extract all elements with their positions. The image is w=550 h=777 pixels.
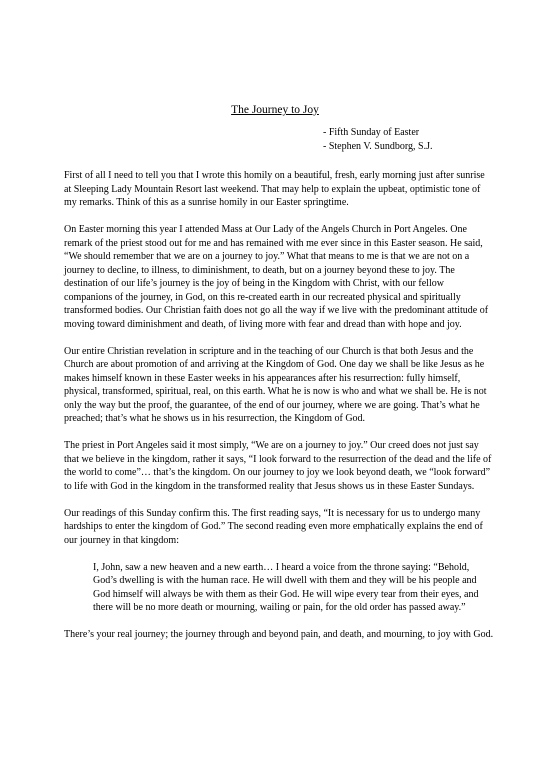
paragraph-easter-morning: On Easter morning this year I attended Mass at Our Lady of the Angels Church in Port Angeles. One remark of the priest stood out for me and has remained with me ever since in this Easter season. He said, “We should remember that we are on a journey to joy.” What that means to me is that we are not on a journey to decline, to illness, to diminishment, to death, but on a journey beyond these to joy. The destination of our life’s journey is the joy of being in the Kingdom with Christ, with our fellow companions of the journey, in God, on this re-created earth in our recreated physical and spiritually transformed bodies. Our Christian faith does not go all the way if we live with the predominant attitude of moving toward diminishment and death, of living more with fear and dread than with hope and joy. <box>64 224 489 330</box>
scripture-quote: I, John, saw a new heaven and a new earth… I heard a voice from the throne saying: “Behold, God’s dwelling is with the human race. He will dwell with them and they will be his people and God himself will always be with them as their God. He will wipe every tear from their eyes, and there will be no more death or mourning, wailing or pain, for the old order has passed away.” <box>93 561 479 613</box>
paragraph-revelation: Our entire Christian revelation in scripture and in the teaching of our Church is that both Jesus and the Church are about promotion of and arriving at the Kingdom of God. One day we shall be like Jesus as he makes himself known in these Easter weeks in his appearances after his resurrection: fully himself, physical, transformed, spiritual, real, on this earth. What he is now is who and what we shall be. He is not only the way but the proof, the guarantee, of the end of our journey, where we are going. That’s what he preached; that’s what he shows us in his resurrection, the Kingdom of God. <box>64 345 487 424</box>
paragraph-closing: There’s your real journey; the journey through and beyond pain, and death, and mourning, to joy with God. <box>64 629 494 640</box>
document-title: The Journey to Joy <box>231 104 319 116</box>
homily-body <box>64 169 494 655</box>
byline-author: - Stephen V. Sundborg, S.J. <box>323 141 433 152</box>
paragraph-readings: Our readings of this Sunday confirm this. The first reading says, “It is necessary for us to undergo many hardships to enter the kingdom of God.” The second reading even more emphatically explains the end of our journey in that kingdom: <box>64 507 483 546</box>
byline <box>323 126 432 154</box>
paragraph-creed: The priest in Port Angeles said it most simply, “We are on a journey to joy.” Our creed does not just say that we believe in the kingdom, rather it says, “I look forward to the resurrection of the dead and the life of the world to come”… that’s the kingdom. On our journey to joy we look beyond death, we “look forward” to life with God in the kingdom in the transformed reality that Jesus shows us in these Easter Sundays. <box>64 440 492 492</box>
paragraph-intro: First of all I need to tell you that I wrote this homily on a beautiful, fresh, early morning just after sunrise at Sleeping Lady Mountain Resort last weekend. That may help to explain the upbeat, optimistic tone of my remarks. Think of this as a sunrise homily in our Easter springtime. <box>64 170 485 208</box>
byline-occasion: - Fifth Sunday of Easter <box>323 127 420 138</box>
